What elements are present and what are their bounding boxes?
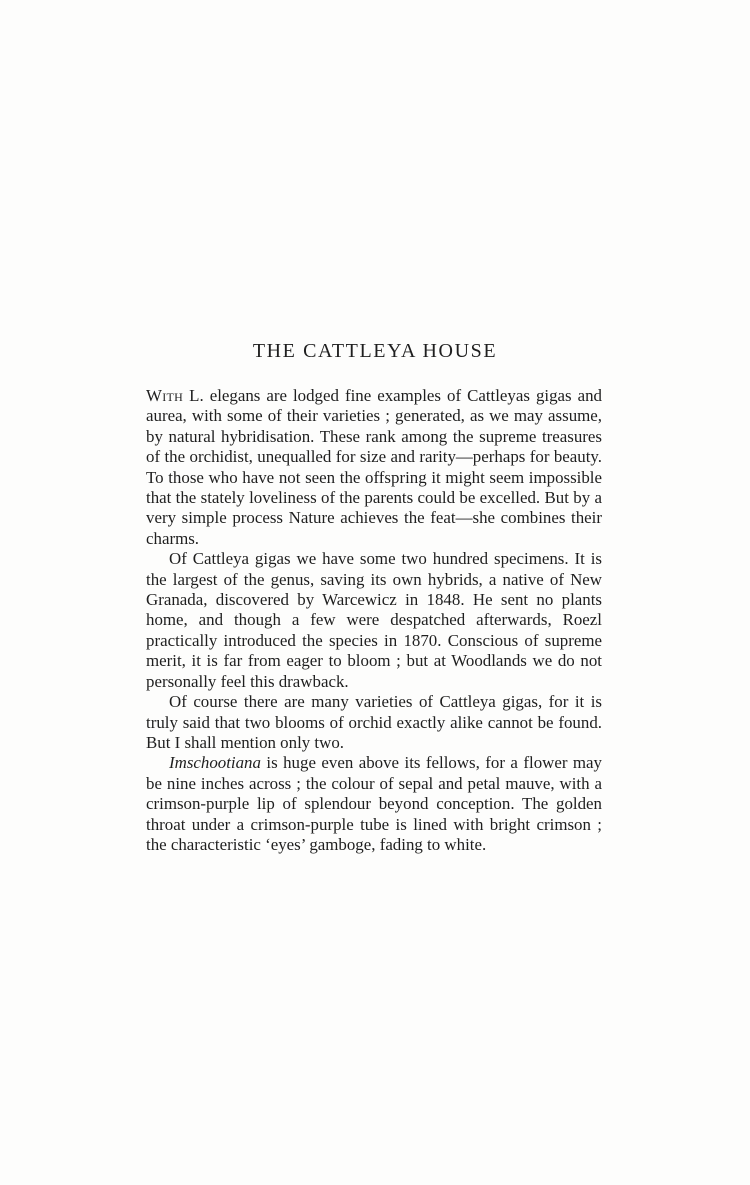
paragraph-2 [146,549,602,692]
paragraph-3 [146,692,602,753]
paragraph-4-lead: Imschootiana [169,753,261,773]
paragraph-1 [146,386,602,549]
paragraph-4-text: is huge even above its fellows, for a flower may be nine inches across ; the colour of sepal and petal mauve, with a crimson-purple lip of splendour beyond conception. The golden throat under a crimson-purple tube is lined with bright crimson ; the characteristic ‘eyes’ gamboge, fading to white. [146,753,602,854]
paragraph-3-text: Of course there are many varieties of Cattleya gigas, for it is truly said that two blooms of orchid exactly alike cannot be found. But I shall mention only two. [146,692,602,752]
body-text [146,386,602,855]
chapter-title: THE CATTLEYA HOUSE [252,340,498,362]
paragraph-2-text: Of Cattleya gigas we have some two hundred specimens. It is the largest of the genus, saving its own hybrids, a native of New Granada, discovered by Warcewicz in 1848. He sent no plants home, and though a few were despatched afterwards, Roezl practically introduced the species in 1870. Conscious of supreme merit, it is far from eager to bloom ; but at Woodlands we do not personally feel this drawback. [146,549,602,691]
paragraph-1-text: L. elegans are lodged fine examples of Cattleyas gigas and aurea, with some of their varieties ; generated, as we may assume, by natural hybridisation. These rank among the supreme treasures of the orchidist, unequalled for size and rarity—perhaps for beauty. To those who have not seen the offspring it might seem impossible that the stately loveliness of the parents could be excelled. But by a very simple process Nature achieves the feat—she combines their charms. [146,386,602,548]
paragraph-4 [146,753,602,855]
paragraph-1-lead: With [146,386,184,405]
